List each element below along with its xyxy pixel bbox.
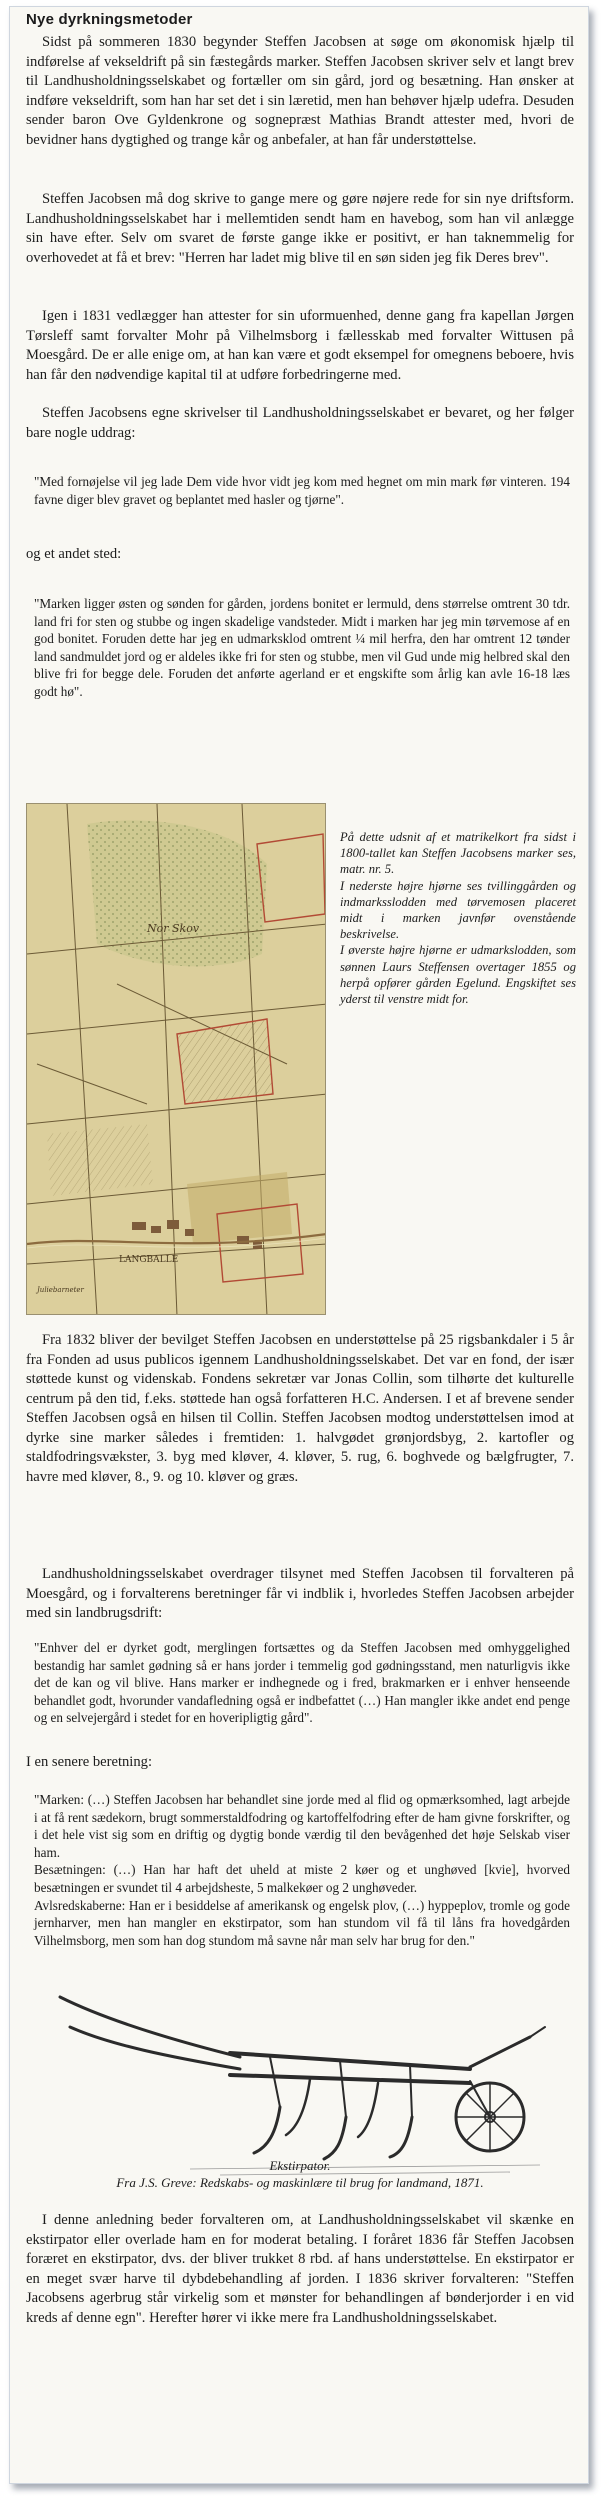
map-caption-1: På dette udsnit af et matrikelkort fra sidst i 1800-tallet kan Steffen Jacobsens marker ses, matr. nr. 5. [340,830,576,877]
cadastral-map [26,803,326,1315]
map-caption-3: I øverste højre hjørne er udmarkslodden, som sønnen Laurs Steffensen overtager 1855 og herpå opfører gården Egelund. Engskiftet ses yderst til venstre midt for. [340,943,576,1007]
paragraph-9: I denne anledning beder forvalteren om, at Landhusholdningsselskabet vil skænke en ekstirpator eller overlade ham en for moderat betaling. I foråret 1836 får Steffen Jacobsen foræret en ekstirpator, dvs. der bliver trukket 8 rbd. af hans understøttelse. En ekstirpator er en meget svær harve til dybdebehandling af jorden. I 1836 skriver forvalteren: "Steffen Jacobsens agerbrug står virkelig som et mønster for behandlingen af bønderjorder i en vid kreds af denne egn". Herefter hører vi ikke mere fra Landhusholdningsselskabet. [26,2212,574,2326]
paragraph-2: Steffen Jacobsen må dog skrive to gange mere og gøre nøjere rede for sin nye driftsform. Landhusholdningsselskabet har i mellemtiden sendt ham en havebog, som han vil anlægge sin have efter. Selv om svaret de første gange ikke er positivt, er han taknemmelig for overhovedet at få et brev: "Herren har ladet mig blive til en søn siden jeg fik Deres brev". [26,191,574,266]
section-heading: Nye dyrkningsmetoder [26,11,193,28]
paragraph-3: Igen i 1831 vedlægger han attester for sin uformuenhed, denne gang fra kapellan Jørgen Tørsleff samt forvalter Mohr på Vilhelmsborg i fællesskab med forvalter Wittusen på Moesgård. De er alle enige om, at han kan være et godt eksempel for omegnens beboere, hvis han får den nødvendige kapital til at udføre forbedringerne med. [26,308,574,383]
engraving-caption-title: Ekstirpator. [269,2158,331,2173]
paragraph-4: Steffen Jacobsens egne skrivelser til Landhusholdningsselskabet er bevaret, og her følger bare nogle uddrag: [26,405,574,441]
engraving-caption-source: Fra J.S. Greve: Redskabs- og maskinlære til brug for landmand, 1871. [116,2175,484,2190]
engraving-caption [10,2157,589,2191]
quote-avlsredskaber: Avlsredskaberne: Han er i besiddelse af amerikansk og engelsk plov, (…) hyppeplov, tromle og gode jernharver, men han mangler en ekstirpator, som han stundom vil få til låns fra hovedgården Vilhelmsborg, men som han dog stundom må savne når man selv har brug for den." [34,1897,570,1948]
paragraph-1: Sidst på sommeren 1830 begynder Steffen Jacobsen at søge om økonomisk hjælp til indførelse af vekseldrift på sin fæstegårds marker. Steffen Jacobsen skriver selv et langt brev til Landhusholdningsselskabet og fortæller om sin gård, jord og besætning. Han ønsker at indføre vekseldrift, som han har set det i sin læretid, men han behøver hjælp udefra. Desuden sender baron Ove Gyldenkrone og sognepræst Mathias Brandt attester med, hvori de bevidner hans dygtighed og trange kår og anbefaler, at han får understøttelse. [26,34,574,148]
quote-besaetning: Besætningen: (…) Han har haft det uheld at miste 2 køer og et unghøved [kvie], hvorved besætningen er svundet til 4 arbejdsheste, 5 malkekøer og 2 unghøveder. [34,1862,570,1895]
map-label-forest: Nor Skov [147,922,200,935]
article-page [9,6,589,2484]
map-label-small: Juliebarneter [37,1286,84,1294]
ekstirpator-engraving [40,1957,560,2187]
map-label-village: LANGBALLE [119,1255,179,1265]
cadastral-map-drawing [27,804,326,1315]
paragraph-6: Fra 1832 bliver der bevilget Steffen Jacobsen en understøttelse på 25 rigsbankdaler i 5 år fra Fonden ad usus publicos igennem Landhusholdningsselskabet. Det var en fond, der især støttede kunst og videnskab. Fondens sekretær var Jonas Collin, som tilhørte det kulturelle centrum på den tid, f.eks. støttede han også forfatteren H.C. Andersen. I et af brevene sender Steffen Jacobsen også en hilsen til Collin. Steffen Jacobsen modtog understøttelsen imod at dyrke sine marker således i fremtiden: 1. halvgødet grønjordsbyg, 2. kartofler og staldfodringsvækster, 3. byg med kløver, 4. kløver, 5. rug, 6. boghvede og bælgfrugter, 7. havre med kløver, 8., 9. og 10. kløver og græs. [26,1332,574,1485]
paragraph-8: I en senere beretning: [26,1754,153,1770]
quote-hegn: "Med fornøjelse vil jeg lade Dem vide hvor vidt jeg kom med hegnet om min mark før vinteren. 194 favne diger blev gravet og beplantet med hasler og tjørne". [34,474,570,507]
map-caption [340,829,576,1007]
paragraph-5: og et andet sted: [26,546,122,562]
quote-marken-2: "Marken: (…) Steffen Jacobsen har behandlet sine jorde med al flid og opmærksomhed, lagt arbejde i at få rent sædekorn, brugt sommerstaldfodring og kartoffelfodring efter de ham givne forskrifter, og i det hele vist sig som en driftig og dygtig bonde værdig til den bevågenhed det høje Selskab viser ham. [34,1792,570,1860]
map-caption-2: I nederste højre hjørne ses tvillinggården og indmarksslodden med tørvemosen placeret midt i marken javnfør ovenstående beskrivelse. [340,878,576,942]
quote-beretning-2 [34,1791,570,1949]
quote-marken: "Marken ligger østen og sønden for gården, jordens bonitet er lermuld, dens størrelse omtrent 30 tdr. land fri for sten og stubbe og ingen skadelige vandsteder. Midt i marken har jeg min tørvemose af en god bonitet. Foruden dette har jeg en udmarksklod omtrent ¼ mil herfra, den har omtrent 12 tønder land sandmuldet jord og er aldeles ikke fri for sten og stubbe, men vil Gud unde mig helbred skal den blive fri for begge dele. Foruden det anførte agerland er et engskifte som årlig kan avle 16-18 læs godt hø". [34,596,570,699]
quote-beretning-1: "Enhver del er dyrket godt, merglingen fortsættes og da Steffen Jacobsen med omhyggelighed bestandig har samlet gødning så er hans jorder i temmelig god gødningsstand, men naturligvis ikke det de kan og vil blive. Hans marker er indhegnede og i fred, brakmarken er i enhver henseende behandlet godt, hvorunder vandafledning også er indbefattet (…) Han mangler ikke andet end penge og en selvejergård i stedet for en hoveripligtig gård". [34,1640,570,1726]
paragraph-7: Landhusholdningsselskabet overdrager tilsynet med Steffen Jacobsen til forvalteren på Moesgård, og i forvalterens beretninger får vi indblik i, hvorledes Steffen Jacobsen arbejder med sin landbrugsdrift: [26,1566,574,1621]
